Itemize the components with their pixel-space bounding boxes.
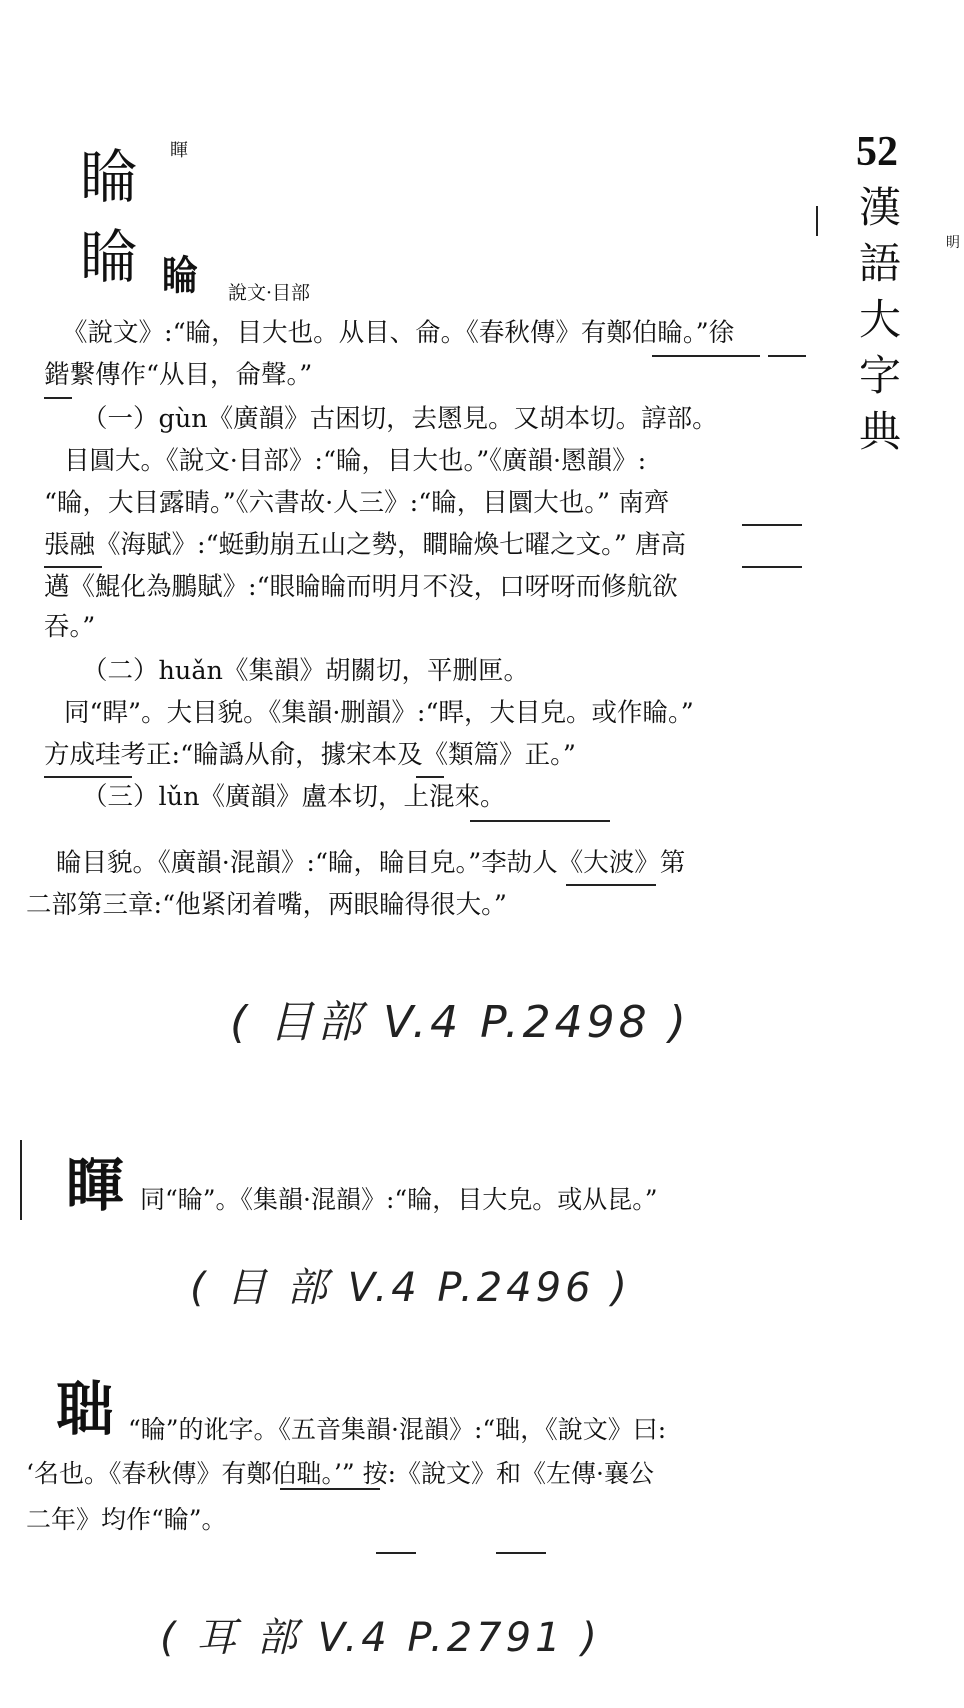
entry3-line: “睔”的讹字。《五音集韻·混韻》:“聉，《說文》曰:	[128, 1415, 667, 1444]
entry1-line: 同“睅”。大目貌。《集韻·删韻》:“睅，大目皃。或作睔。”	[64, 698, 694, 728]
name-underline	[280, 1488, 380, 1490]
entry1-line: 《說文》:“睔，目大也。从目、侖。《春秋傳》有鄭伯睔。”徐	[62, 318, 735, 348]
entry1-sense-2: （二）huǎn《集韻》胡關切，平删匣。	[82, 656, 529, 686]
entry1-line: 睔目貌。《廣韻·混韻》:“睔，睔目皃。”李劼人《大波》第	[56, 848, 686, 878]
entry1-line: 邁《鯤化為鵬賦》:“眼睔睔而明月不没，口呀呀而修航欲	[44, 572, 678, 602]
name-underline	[416, 776, 444, 778]
entry1-sense-3: （三）lǔn《廣韻》盧本切，上混來。	[82, 782, 506, 812]
volume-title-char: 字	[858, 351, 901, 400]
volume-title-char: 漢	[858, 183, 901, 232]
entry1-line: “睔，大目露睛。”《六書故·人三》:“睔，目圜大也。” 南齊	[44, 488, 670, 518]
name-underline	[44, 776, 132, 778]
seal-source-label: 說文·目部	[228, 282, 311, 304]
handwritten-note-3: ( 耳 部 V.4 P.2791 )	[160, 1615, 601, 1661]
entry1-line: 目圓大。《說文·目部》:“睔，目大也。”《廣韻·慁韻》:	[64, 446, 647, 476]
entry1-sense-1: （一）gùn《廣韻》古困切，去慁見。又胡本切。諄部。	[82, 404, 718, 434]
separator-rule	[470, 820, 610, 822]
margin-bar	[20, 1140, 22, 1220]
name-underline	[44, 397, 72, 399]
name-underline	[742, 566, 802, 568]
entry3-line: 二年》均作“睔”。	[26, 1505, 227, 1534]
name-underline	[44, 566, 102, 568]
volume-title-char: 大	[858, 295, 901, 344]
volume-title	[854, 180, 906, 460]
handwritten-note-1: ( 目部 V.4 P.2498 )	[230, 997, 690, 1048]
volume-number: 52	[856, 129, 898, 175]
name-underline	[768, 355, 806, 357]
separator-rule	[376, 1552, 416, 1554]
entry1-head-char: 睔	[80, 143, 139, 211]
handwritten-note-2: ( 目 部 V.4 P.2496 )	[190, 1265, 631, 1311]
entry3-line: ‘名也。《春秋傳》有鄭伯聉。’” 按:《說文》和《左傳·襄公	[26, 1459, 654, 1488]
edge-mark: 眀	[946, 235, 960, 251]
entry1-head-variant: 睴	[170, 140, 188, 161]
entry1-line: 方成珪考正:“睔譌从俞，據宋本及《類篇》正。”	[44, 740, 576, 770]
entry1-line: 張融《海賦》:“蜓動崩五山之勢，瞷睔煥七曜之文。” 唐高	[44, 530, 687, 560]
entry1-line: 鍇繋傳作“从目，侖聲。”	[44, 360, 313, 390]
separator-rule	[496, 1552, 546, 1554]
entry1-head-char-2: 睔	[80, 223, 139, 291]
name-underline	[652, 355, 760, 357]
margin-tick	[816, 206, 818, 236]
volume-title-char: 典	[858, 407, 901, 456]
seal-script-glyph: 睔	[162, 252, 198, 299]
entry2-head-char: 睴	[66, 1151, 125, 1219]
volume-title-char: 語	[858, 239, 901, 288]
entry2-text: 同“睔”。《集韻·混韻》:“睔，目大皃。或从昆。”	[140, 1185, 658, 1214]
entry1-line: 二部第三章:“他紧闭着嘴，两眼睔得很大。”	[26, 890, 507, 920]
entry1-line: 吞。”	[44, 612, 96, 642]
name-underline	[742, 524, 802, 526]
name-underline	[566, 884, 656, 886]
entry3-head-char: 聉	[56, 1375, 115, 1443]
